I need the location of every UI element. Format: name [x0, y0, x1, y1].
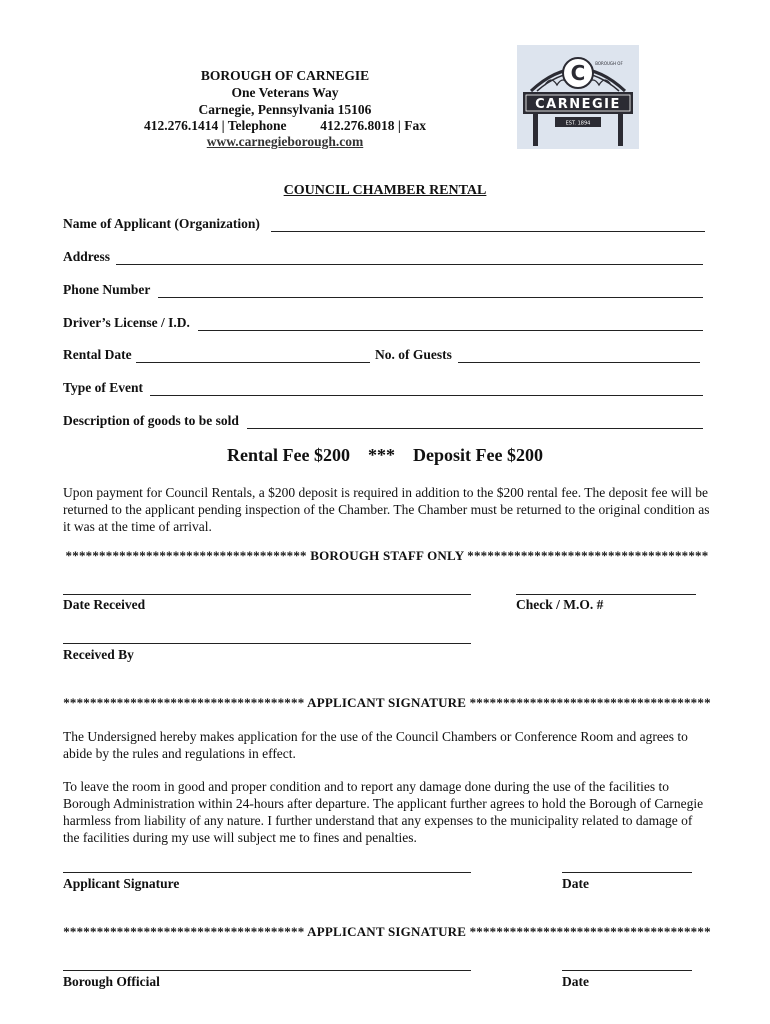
date-received-label: Date Received [63, 597, 146, 612]
guests-label: No. of Guests [375, 347, 452, 362]
address-line-1: One Veterans Way [231, 85, 339, 100]
logo-name: CARNEGIE [535, 97, 621, 112]
staff-only-banner: ************************************ BOROUGH STAFF ONLY ************************************ [65, 548, 709, 563]
address-line-2: Carnegie, Pennsylvania 15106 [198, 102, 372, 117]
check-mo-label: Check / M.O. # [516, 597, 604, 612]
logo-letter: C [570, 61, 586, 85]
form-title: COUNCIL CHAMBER RENTAL [283, 183, 487, 198]
agreement-paragraph-2: To leave the room in good and proper condition and to report any damage done during the use of the facilities to Borough Administration within 24-hours after departure. The applicant further agrees to hold the Borough of Carnegie harmless from liability of any nature. I further understand that any expenses to the municipality related to damage of the facilities during my use will subject me to fines and penalties. [63, 779, 704, 845]
website-link[interactable]: www.carnegieborough.com [206, 134, 364, 149]
goods-label: Description of goods to be sold [63, 413, 239, 428]
date-received-field[interactable] [63, 594, 471, 595]
logo-top-text: BOROUGH OF [595, 61, 623, 66]
rental-date-field[interactable] [136, 362, 370, 363]
phone-fax-line: 412.276.1414 | Telephone 412.276.8018 | Fax [144, 118, 426, 133]
applicant-signature-field[interactable] [63, 872, 471, 873]
applicant-signature-banner: ************************************ APPLICANT SIGNATURE ************************************ [63, 695, 711, 710]
agreement-paragraph-1: The Undersigned hereby makes application for the use of the Council Chambers or Conference Room and agrees to abide by the rules and regulations in effect. [63, 729, 688, 761]
official-date-field[interactable] [562, 970, 692, 971]
rental-date-label: Rental Date [63, 347, 132, 362]
borough-logo [517, 45, 639, 149]
logo-bottom-text: EST. 1894 [565, 120, 591, 127]
borough-official-label: Borough Official [63, 974, 160, 989]
license-label: Driver’s License / I.D. [63, 315, 190, 330]
borough-official-field[interactable] [63, 970, 471, 971]
address-label: Address [63, 249, 111, 264]
address-field[interactable] [116, 264, 703, 265]
applicant-date-label: Date [562, 876, 589, 891]
applicant-signature-banner-2: ************************************ APPLICANT SIGNATURE ************************************ [63, 924, 711, 939]
org-name: BOROUGH OF CARNEGIE [200, 68, 370, 83]
check-mo-field[interactable] [516, 594, 696, 595]
official-date-label: Date [562, 974, 589, 989]
applicant-signature-label: Applicant Signature [63, 876, 180, 891]
applicant-date-field[interactable] [562, 872, 692, 873]
received-by-label: Received By [63, 647, 134, 662]
goods-field[interactable] [247, 428, 703, 429]
applicant-label: Name of Applicant (Organization) [63, 216, 260, 231]
phone-label: Phone Number [63, 282, 151, 297]
event-type-label: Type of Event [63, 380, 143, 395]
event-type-field[interactable] [150, 395, 703, 396]
license-field[interactable] [198, 330, 703, 331]
fee-line: Rental Fee $200 *** Deposit Fee $200 [227, 445, 543, 465]
guests-field[interactable] [458, 362, 700, 363]
received-by-field[interactable] [63, 643, 471, 644]
phone-field[interactable] [158, 297, 703, 298]
applicant-field[interactable] [271, 231, 705, 232]
fee-paragraph: Upon payment for Council Rentals, a $200 deposit is required in addition to the $200 rental fee. The deposit fee will be returned to the applicant pending inspection of the Chamber. The Chamber must be returned to the original condition as it was at the time of arrival. [63, 485, 710, 534]
